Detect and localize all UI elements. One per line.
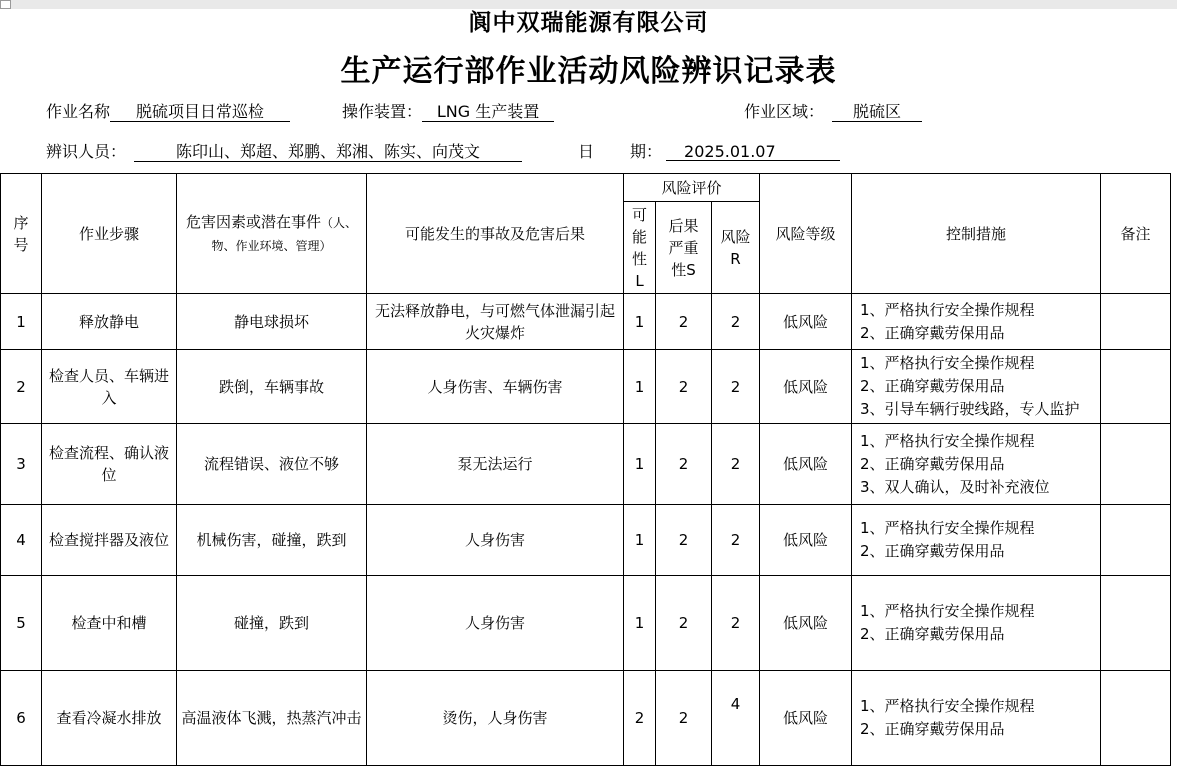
table-row [1, 576, 1171, 671]
cell-no: 5 [1, 576, 42, 671]
control-item: 1、严格执行安全操作规程 [860, 431, 1035, 450]
control-item: 1、严格执行安全操作规程 [860, 300, 1035, 319]
cell-level: 低风险 [760, 350, 852, 424]
cell-controls [852, 294, 1101, 350]
date-label-1: 日 [578, 142, 595, 161]
header-hazard-small: （人、物、作业环境、管理） [211, 215, 358, 253]
header-r: 风险R [712, 202, 760, 294]
risk-table [0, 173, 1171, 766]
header-s: 后果严重性S [656, 202, 712, 294]
cell-r: 4 [712, 671, 760, 766]
cell-controls [852, 671, 1101, 766]
cell-l: 1 [624, 424, 656, 505]
cell-level: 低风险 [760, 576, 852, 671]
cell-step: 释放静电 [42, 294, 177, 350]
table-row [1, 671, 1171, 766]
job-name-value: 脱硫项目日常巡检 [110, 103, 290, 122]
cell-step: 检查流程、确认液位 [42, 424, 177, 505]
device-label: 操作装置： [342, 102, 423, 121]
cell-remark [1101, 505, 1171, 576]
date-value: 2025.01.07 [666, 143, 840, 161]
cell-no: 2 [1, 350, 42, 424]
cell-r: 2 [712, 576, 760, 671]
header-hazard [177, 174, 367, 294]
job-name-line [46, 99, 290, 122]
cell-step: 检查搅拌器及液位 [42, 505, 177, 576]
cell-s: 2 [656, 505, 712, 576]
header-control: 控制措施 [852, 174, 1101, 294]
control-item: 3、双人确认，及时补充液位 [860, 477, 1050, 496]
table-row [1, 505, 1171, 576]
cell-r: 2 [712, 424, 760, 505]
control-item: 2、正确穿戴劳保用品 [860, 454, 1005, 473]
header-consequence: 可能发生的事故及危害后果 [367, 174, 624, 294]
cell-controls [852, 505, 1101, 576]
cell-s: 2 [656, 424, 712, 505]
people-label: 辨识人员： [46, 142, 127, 161]
cell-remark [1101, 424, 1171, 505]
device-value: LNG 生产装置 [422, 103, 554, 122]
control-item: 2、正确穿戴劳保用品 [860, 542, 1005, 560]
cell-consequence: 泵无法运行 [367, 424, 624, 505]
cell-l: 1 [624, 294, 656, 350]
cell-consequence: 烫伤，人身伤害 [367, 671, 624, 766]
page-title: 生产运行部作业活动风险辨识记录表 [340, 54, 837, 89]
cell-consequence: 人身伤害 [367, 576, 624, 671]
cell-remark [1101, 671, 1171, 766]
cell-hazard: 流程错误、液位不够 [177, 424, 367, 505]
cell-step: 检查人员、车辆进入 [42, 350, 177, 424]
control-item: 1、严格执行安全操作规程 [860, 697, 1035, 715]
device-line [342, 99, 554, 122]
header-risk-eval: 风险评价 [624, 174, 760, 202]
table-row [1, 350, 1171, 424]
cell-hazard: 碰撞，跌到 [177, 576, 367, 671]
header-l: 可能性L [624, 202, 656, 294]
cell-s: 2 [656, 576, 712, 671]
cell-s: 2 [656, 350, 712, 424]
cell-l: 1 [624, 350, 656, 424]
control-item: 1、严格执行安全操作规程 [860, 354, 1035, 372]
cell-no: 3 [1, 424, 42, 505]
header-no: 序号 [1, 174, 42, 294]
cell-no: 6 [1, 671, 42, 766]
cell-step: 检查中和槽 [42, 576, 177, 671]
date-label-2: 期： [630, 142, 663, 161]
control-item: 2、正确穿戴劳保用品 [860, 377, 1005, 395]
control-item: 3、引导车辆行驶线路，专人监护 [860, 400, 1080, 418]
cell-remark [1101, 294, 1171, 350]
cell-hazard: 跌倒，车辆事故 [177, 350, 367, 424]
people-value: 陈印山、郑超、郑鹏、郑湘、陈实、向茂文 [134, 143, 522, 162]
cell-l: 2 [624, 671, 656, 766]
cell-hazard: 机械伤害，碰撞，跌到 [177, 505, 367, 576]
header-step: 作业步骤 [42, 174, 177, 294]
area-label: 作业区域： [744, 102, 825, 121]
control-item: 2、正确穿戴劳保用品 [860, 625, 1005, 643]
cell-controls [852, 576, 1101, 671]
header-hazard-main: 危害因素或潜在事件 [185, 212, 321, 231]
company-name: 阆中双瑞能源有限公司 [468, 10, 709, 36]
cell-level: 低风险 [760, 294, 852, 350]
date-line [578, 139, 840, 162]
cell-consequence: 人身伤害 [367, 505, 624, 576]
cell-consequence: 人身伤害、车辆伤害 [367, 350, 624, 424]
job-name-label: 作业名称 [46, 102, 111, 121]
cell-level: 低风险 [760, 505, 852, 576]
cell-s: 2 [656, 294, 712, 350]
area-line [744, 99, 922, 122]
cell-no: 4 [1, 505, 42, 576]
cell-r: 2 [712, 294, 760, 350]
cell-s: 2 [656, 671, 712, 766]
cell-no: 1 [1, 294, 42, 350]
cell-controls [852, 424, 1101, 505]
control-item: 2、正确穿戴劳保用品 [860, 323, 1005, 342]
area-value: 脱硫区 [832, 103, 922, 122]
cell-hazard: 高温液体飞溅，热蒸汽冲击 [177, 671, 367, 766]
cell-controls [852, 350, 1101, 424]
cell-hazard: 静电球损坏 [177, 294, 367, 350]
people-line [46, 139, 522, 162]
cell-remark [1101, 576, 1171, 671]
cell-level: 低风险 [760, 671, 852, 766]
cell-level: 低风险 [760, 424, 852, 505]
header-level: 风险等级 [760, 174, 852, 294]
control-item: 1、严格执行安全操作规程 [860, 602, 1035, 620]
cell-r: 2 [712, 505, 760, 576]
header-remark: 备注 [1101, 174, 1171, 294]
cell-r: 2 [712, 350, 760, 424]
table-row [1, 294, 1171, 350]
control-item: 2、正确穿戴劳保用品 [860, 720, 1005, 738]
table-row [1, 424, 1171, 505]
cell-consequence: 无法释放静电，与可燃气体泄漏引起火灾爆炸 [367, 294, 624, 350]
cell-l: 1 [624, 505, 656, 576]
control-item: 1、严格执行安全操作规程 [860, 519, 1035, 537]
cell-remark [1101, 350, 1171, 424]
header-row-1 [1, 174, 1171, 202]
cell-l: 1 [624, 576, 656, 671]
cell-step: 查看冷凝水排放 [42, 671, 177, 766]
